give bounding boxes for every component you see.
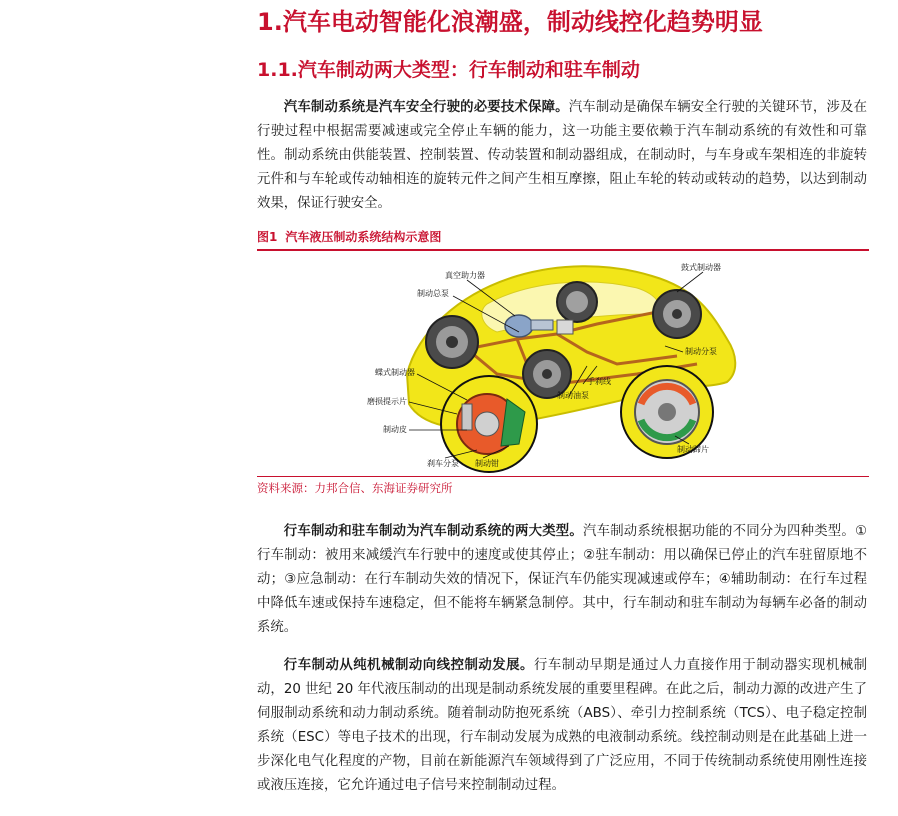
brake-diagram-svg: [257, 254, 869, 476]
label-brake-pad: 制动皮: [383, 425, 407, 434]
paragraph-brake-types: [257, 520, 867, 640]
label-brake-caliper-pump: 制动分泵: [685, 347, 717, 356]
label-disc-brake: 蝶式制动器: [375, 368, 415, 377]
section-heading-1: 1.汽车电动智能化浪潮盛，制动线控化趋势明显: [257, 8, 763, 36]
paragraph-lead: 行车制动和驻车制动为汽车制动系统的两大类型。: [283, 524, 583, 539]
label-brake-shoe: 制动蹄片: [677, 445, 709, 454]
figure-source: 资料来源：力邦合信、东海证券研究所: [257, 481, 453, 495]
paragraph-brake-system: [257, 96, 867, 216]
label-brake-fluid: 制动油泵: [557, 391, 589, 400]
figure-title: 汽车液压制动系统结构示意图: [285, 230, 442, 244]
brake-system-diagram: [257, 254, 869, 477]
figure-caption: [257, 228, 869, 251]
wheel-rear-left: [557, 282, 597, 322]
label-wear-indicator: 磨损提示片: [367, 397, 407, 406]
paragraph-lead: 行车制动从纯机械制动向线控制动发展。: [283, 658, 534, 673]
label-caliper: 制动钳: [475, 459, 499, 468]
label-hand-brake-cable: 手刹线: [587, 377, 611, 386]
section-heading-1-1: 1.1.汽车制动两大类型：行车制动和驻车制动: [257, 59, 640, 81]
paragraph-body: 汽车制动是确保车辆安全行驶的关键环节，涉及在行驶过程中根据需要减速或完全停止车辆的能力，这一功能主要依赖于汽车制动系统的有效性和可靠性。制动系统由供能装置、控制装置、传动装置和制动器组成，在制动时，与车身或车架相连的非旋转元件和与车轮或传动轴相连的旋转元件之间产生相互摩擦，阻止车轮的转动或转动的趋势，以达到制动效果，保证行驶安全。: [257, 100, 867, 211]
label-vacuum-booster: 真空助力器: [445, 271, 485, 280]
label-drum-brake: 鼓式制动器: [681, 263, 721, 272]
paragraph-lead: 汽车制动系统是汽车安全行驶的必要技术保障。: [283, 100, 569, 115]
wheel-front-left: [426, 316, 478, 368]
paragraph-body: 汽车制动系统根据功能的不同分为四种类型。①行车制动：被用来减缓汽车行驶中的速度或使其停止；②驻车制动：用以确保已停止的汽车驻留原地不动；③应急制动：在行车制动失效的情况下，保证汽车仍能实现减速或停车；④辅助制动：在行车过程中降低车速或保持车速稳定，但不能将车辆紧急制停。其中，行车制动和驻车制动为每辆车必备的制动系统。: [257, 524, 867, 635]
paragraph-body: 行车制动早期是通过人力直接作用于制动器实现机械制动，20 世纪 20 年代液压制动的出现是制动系统发展的重要里程碑。在此之后，制动力源的改进产生了伺服制动系统和动力制动系统。随着制动防抱死系统（ABS）、牵引力控制系统（TCS）、电子稳定控制系统（ESC）等电子技术的出现，行车制动发展为成熟的电液制动系统。线控制动则是在此基础上进一步深化电气化程度的产物，目前在新能源汽车领域得到了广泛应用，不同于传统制动系统使用刚性连接或液压连接，它允许通过电子信号来控制制动过程。: [257, 658, 868, 793]
disc-brake-detail: [441, 376, 537, 472]
label-wheel-cylinder: 刹车分泵: [427, 459, 459, 468]
figure-number: 图1: [257, 230, 278, 244]
wheel-rear-right: [653, 290, 701, 338]
label-master-cylinder: 制动总泵: [417, 289, 449, 298]
paragraph-brake-evolution: [257, 654, 867, 798]
